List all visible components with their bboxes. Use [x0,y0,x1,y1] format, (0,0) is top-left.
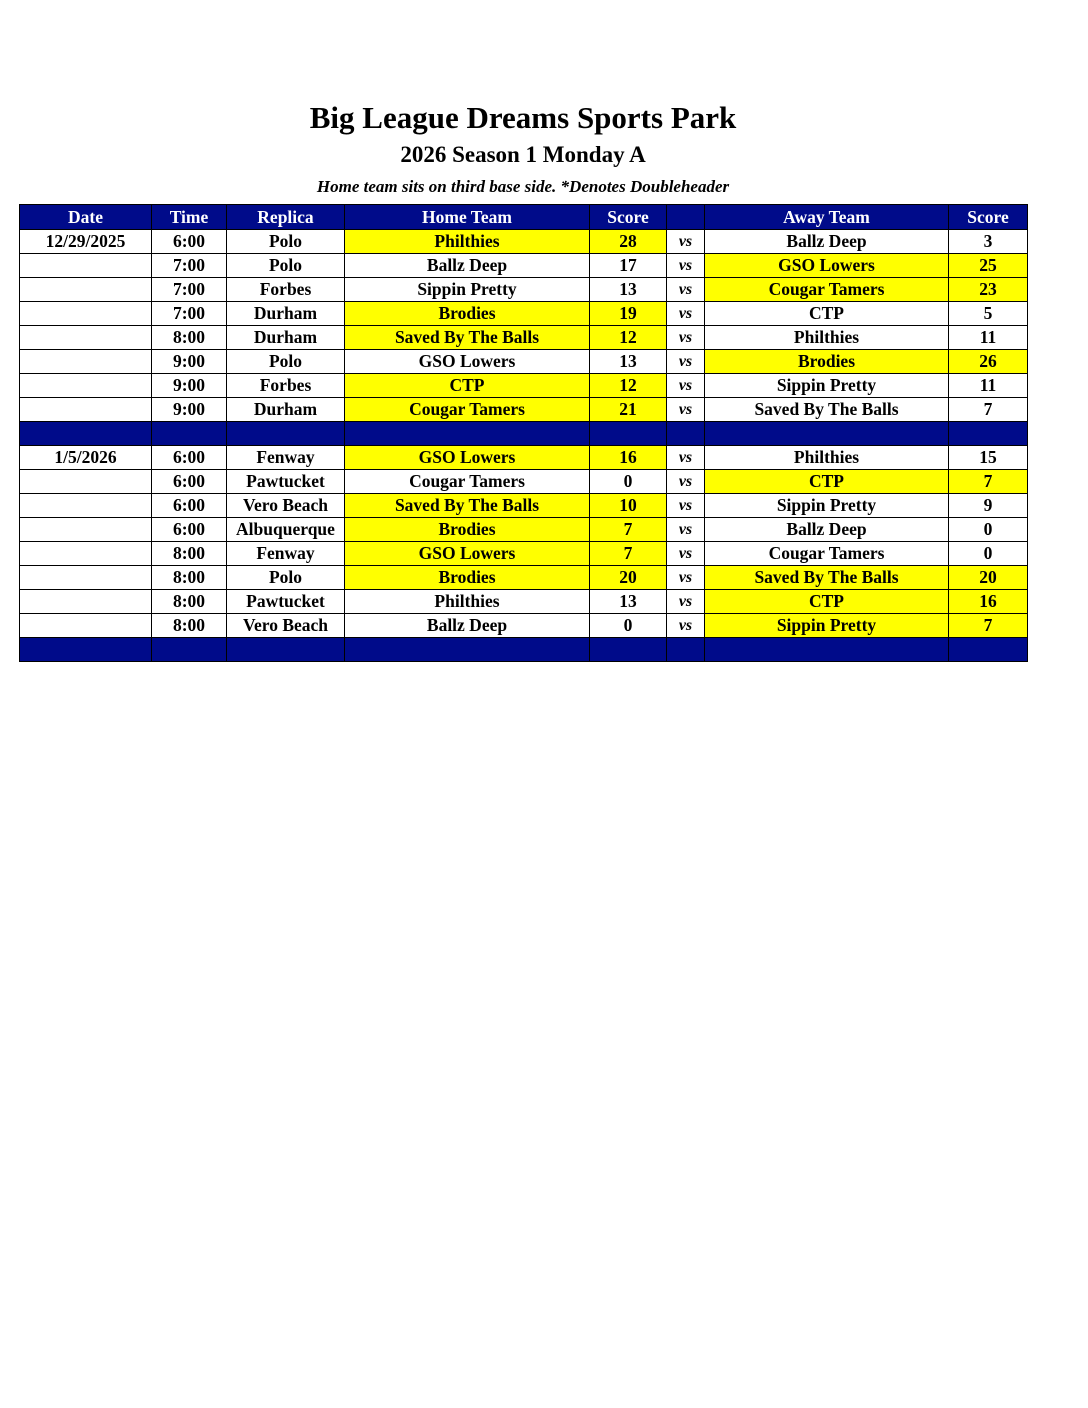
game-time: 9:00 [152,374,227,398]
away-team: Philthies [705,326,949,350]
game-time: 8:00 [152,566,227,590]
vs-label: vs [667,230,705,254]
separator-cell [705,638,949,662]
game-time: 6:00 [152,470,227,494]
home-score: 13 [590,350,667,374]
page-title: Big League Dreams Sports Park [309,100,737,135]
game-time: 7:00 [152,302,227,326]
separator-cell [20,422,152,446]
home-team: Saved By The Balls [345,494,590,518]
game-date [20,302,152,326]
home-team: Philthies [345,230,590,254]
away-score: 7 [949,470,1028,494]
game-time: 6:00 [152,230,227,254]
vs-label: vs [667,590,705,614]
away-team: GSO Lowers [705,254,949,278]
vs-label: vs [667,278,705,302]
table-row [20,590,1028,614]
separator-cell [227,422,345,446]
week-separator [20,638,1028,662]
away-team: Sippin Pretty [705,374,949,398]
home-team: Brodies [345,518,590,542]
table-row [20,254,1028,278]
table-row [20,614,1028,638]
home-score: 13 [590,590,667,614]
home-team: GSO Lowers [345,350,590,374]
game-time: 9:00 [152,350,227,374]
game-date [20,518,152,542]
away-score: 7 [949,398,1028,422]
game-date [20,542,152,566]
vs-label: vs [667,614,705,638]
game-replica: Forbes [227,374,345,398]
home-team: Sippin Pretty [345,278,590,302]
game-replica: Durham [227,326,345,350]
vs-label: vs [667,542,705,566]
table-row [20,518,1028,542]
header-vs [667,205,705,230]
home-team: CTP [345,374,590,398]
away-score: 15 [949,446,1028,470]
away-score: 16 [949,590,1028,614]
game-replica: Polo [227,350,345,374]
game-replica: Polo [227,254,345,278]
game-replica: Vero Beach [227,614,345,638]
header-away-score: Score [949,205,1028,230]
header-row [20,205,1028,230]
table-row [20,350,1028,374]
away-score: 26 [949,350,1028,374]
header-replica: Replica [227,205,345,230]
header-home-score: Score [590,205,667,230]
header-away-team: Away Team [705,205,949,230]
away-score: 9 [949,494,1028,518]
game-time: 7:00 [152,278,227,302]
separator-cell [705,422,949,446]
game-time: 6:00 [152,494,227,518]
game-replica: Pawtucket [227,590,345,614]
game-time: 8:00 [152,614,227,638]
vs-label: vs [667,326,705,350]
vs-label: vs [667,398,705,422]
header-home-team: Home Team [345,205,590,230]
home-score: 16 [590,446,667,470]
away-team: CTP [705,302,949,326]
vs-label: vs [667,470,705,494]
week-separator [20,422,1028,446]
game-replica: Fenway [227,446,345,470]
schedule-table [19,204,1028,662]
home-team: Cougar Tamers [345,398,590,422]
away-team: Ballz Deep [705,230,949,254]
home-score: 17 [590,254,667,278]
vs-label: vs [667,350,705,374]
game-replica: Durham [227,398,345,422]
game-time: 8:00 [152,590,227,614]
game-date [20,326,152,350]
away-score: 20 [949,566,1028,590]
home-team: Saved By The Balls [345,326,590,350]
home-team: Ballz Deep [345,254,590,278]
table-row [20,326,1028,350]
table-row [20,446,1028,470]
home-score: 10 [590,494,667,518]
home-team: GSO Lowers [345,542,590,566]
game-time: 6:00 [152,518,227,542]
home-score: 7 [590,542,667,566]
game-date: 1/5/2026 [20,446,152,470]
game-date [20,566,152,590]
away-team: Ballz Deep [705,518,949,542]
separator-cell [227,638,345,662]
game-replica: Durham [227,302,345,326]
away-team: CTP [705,470,949,494]
home-team: Brodies [345,302,590,326]
away-score: 0 [949,518,1028,542]
table-row [20,278,1028,302]
vs-label: vs [667,446,705,470]
game-replica: Fenway [227,542,345,566]
vs-label: vs [667,254,705,278]
away-score: 3 [949,230,1028,254]
game-replica: Vero Beach [227,494,345,518]
separator-cell [667,638,705,662]
game-date [20,470,152,494]
away-score: 25 [949,254,1028,278]
home-score: 19 [590,302,667,326]
home-score: 7 [590,518,667,542]
separator-cell [949,422,1028,446]
away-score: 7 [949,614,1028,638]
away-team: Saved By The Balls [705,566,949,590]
separator-cell [590,422,667,446]
away-team: Sippin Pretty [705,614,949,638]
home-score: 12 [590,326,667,350]
away-team: Philthies [705,446,949,470]
table-row [20,542,1028,566]
home-team: Philthies [345,590,590,614]
away-score: 5 [949,302,1028,326]
away-team: CTP [705,590,949,614]
game-time: 8:00 [152,542,227,566]
game-replica: Polo [227,230,345,254]
header-date: Date [20,205,152,230]
game-replica: Albuquerque [227,518,345,542]
game-date [20,494,152,518]
vs-label: vs [667,518,705,542]
home-score: 20 [590,566,667,590]
vs-label: vs [667,566,705,590]
header-time: Time [152,205,227,230]
separator-cell [667,422,705,446]
home-score: 12 [590,374,667,398]
game-date [20,254,152,278]
table-row [20,230,1028,254]
game-date [20,590,152,614]
home-team: Cougar Tamers [345,470,590,494]
home-score: 0 [590,614,667,638]
table-row [20,398,1028,422]
away-team: Saved By The Balls [705,398,949,422]
home-score: 13 [590,278,667,302]
vs-label: vs [667,494,705,518]
schedule-body [20,230,1028,662]
separator-cell [949,638,1028,662]
home-team: Brodies [345,566,590,590]
away-team: Cougar Tamers [705,278,949,302]
vs-label: vs [667,374,705,398]
game-time: 6:00 [152,446,227,470]
away-score: 0 [949,542,1028,566]
game-date: 12/29/2025 [20,230,152,254]
table-row [20,374,1028,398]
away-team: Cougar Tamers [705,542,949,566]
separator-cell [345,422,590,446]
game-time: 8:00 [152,326,227,350]
game-date [20,278,152,302]
game-date [20,398,152,422]
separator-cell [152,422,227,446]
home-score: 21 [590,398,667,422]
home-score: 0 [590,470,667,494]
game-date [20,374,152,398]
table-row [20,494,1028,518]
schedule-note: Home team sits on third base side. *Denotes Doubleheader [316,177,730,196]
away-score: 11 [949,374,1028,398]
separator-cell [152,638,227,662]
game-date [20,350,152,374]
away-score: 23 [949,278,1028,302]
away-team: Sippin Pretty [705,494,949,518]
separator-cell [345,638,590,662]
page-subtitle: 2026 Season 1 Monday A [400,142,646,167]
table-row [20,470,1028,494]
away-team: Brodies [705,350,949,374]
separator-cell [20,638,152,662]
vs-label: vs [667,302,705,326]
game-time: 9:00 [152,398,227,422]
game-replica: Forbes [227,278,345,302]
game-date [20,614,152,638]
home-team: Ballz Deep [345,614,590,638]
home-team: GSO Lowers [345,446,590,470]
game-replica: Polo [227,566,345,590]
table-row [20,302,1028,326]
away-score: 11 [949,326,1028,350]
game-time: 7:00 [152,254,227,278]
game-replica: Pawtucket [227,470,345,494]
table-row [20,566,1028,590]
home-score: 28 [590,230,667,254]
separator-cell [590,638,667,662]
